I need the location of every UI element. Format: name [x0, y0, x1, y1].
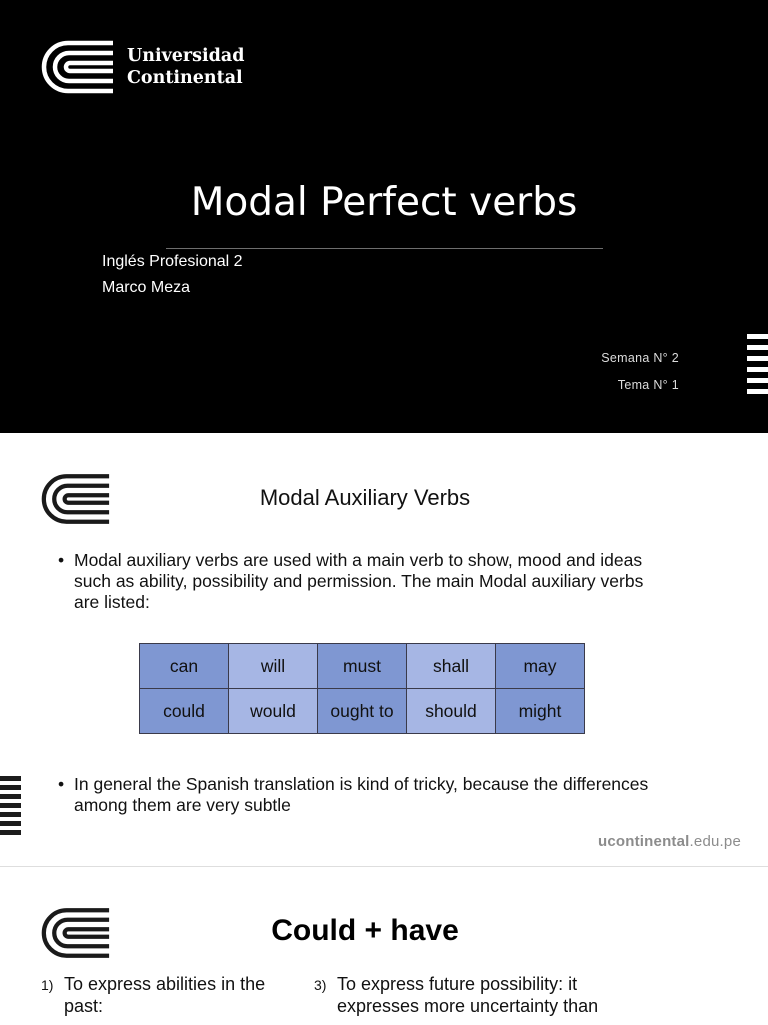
table-cell: will [229, 644, 318, 689]
list-item [314, 973, 634, 1017]
week-number: Semana N° 2 [601, 351, 679, 365]
modal-auxiliary-slide [0, 433, 768, 866]
footer-url-domain: .edu.pe [689, 833, 741, 850]
university-name [127, 45, 244, 89]
university-logo-icon [41, 40, 115, 94]
table-cell: should [407, 689, 496, 734]
slide-heading: Could + have [271, 914, 459, 947]
item-number: 1) [41, 977, 54, 993]
slide-title: Modal Perfect verbs [190, 180, 578, 225]
university-logo-icon [41, 907, 111, 959]
footer-website [598, 833, 741, 850]
table-cell: ought to [318, 689, 407, 734]
course-name: Inglés Profesional 2 [102, 253, 243, 270]
bullet-icon: • [58, 550, 65, 570]
table-cell: must [318, 644, 407, 689]
author-name: Marco Meza [102, 279, 191, 296]
slide-heading: Modal Auxiliary Verbs [259, 485, 471, 510]
bullet-item [58, 550, 658, 613]
title-divider [166, 248, 603, 249]
topic-number: Tema N° 1 [617, 378, 679, 392]
university-logo-icon [41, 473, 111, 525]
table-row [140, 644, 585, 689]
brand-line-1: Universidad [127, 46, 245, 66]
bullet-icon: • [58, 774, 65, 794]
list-item [41, 973, 291, 1017]
table-cell: could [140, 689, 229, 734]
item-text: To express abilities in the past: [64, 974, 266, 1016]
bullet-text: In general the Spanish translation is kind of tricky, because the differences among them are very subtle [74, 774, 649, 815]
item-number: 3) [314, 977, 327, 993]
table-cell: would [229, 689, 318, 734]
table-cell: can [140, 644, 229, 689]
table-cell: shall [407, 644, 496, 689]
footer-url-bold: ucontinental [597, 833, 690, 850]
table-cell: may [496, 644, 585, 689]
modal-verbs-table [139, 643, 585, 734]
table-cell: might [496, 689, 585, 734]
bullet-item [58, 774, 658, 816]
item-text: To express future possibility: it expresses more uncertainty than [337, 974, 599, 1016]
could-have-slide [0, 866, 768, 1025]
table-row [140, 689, 585, 734]
bullet-text: Modal auxiliary verbs are used with a main verb to show, mood and ideas such as ability, possibility and permission. The main Modal auxiliary verbs are listed: [74, 550, 644, 612]
title-slide [0, 0, 768, 433]
brand-line-2: Continental [127, 68, 243, 88]
